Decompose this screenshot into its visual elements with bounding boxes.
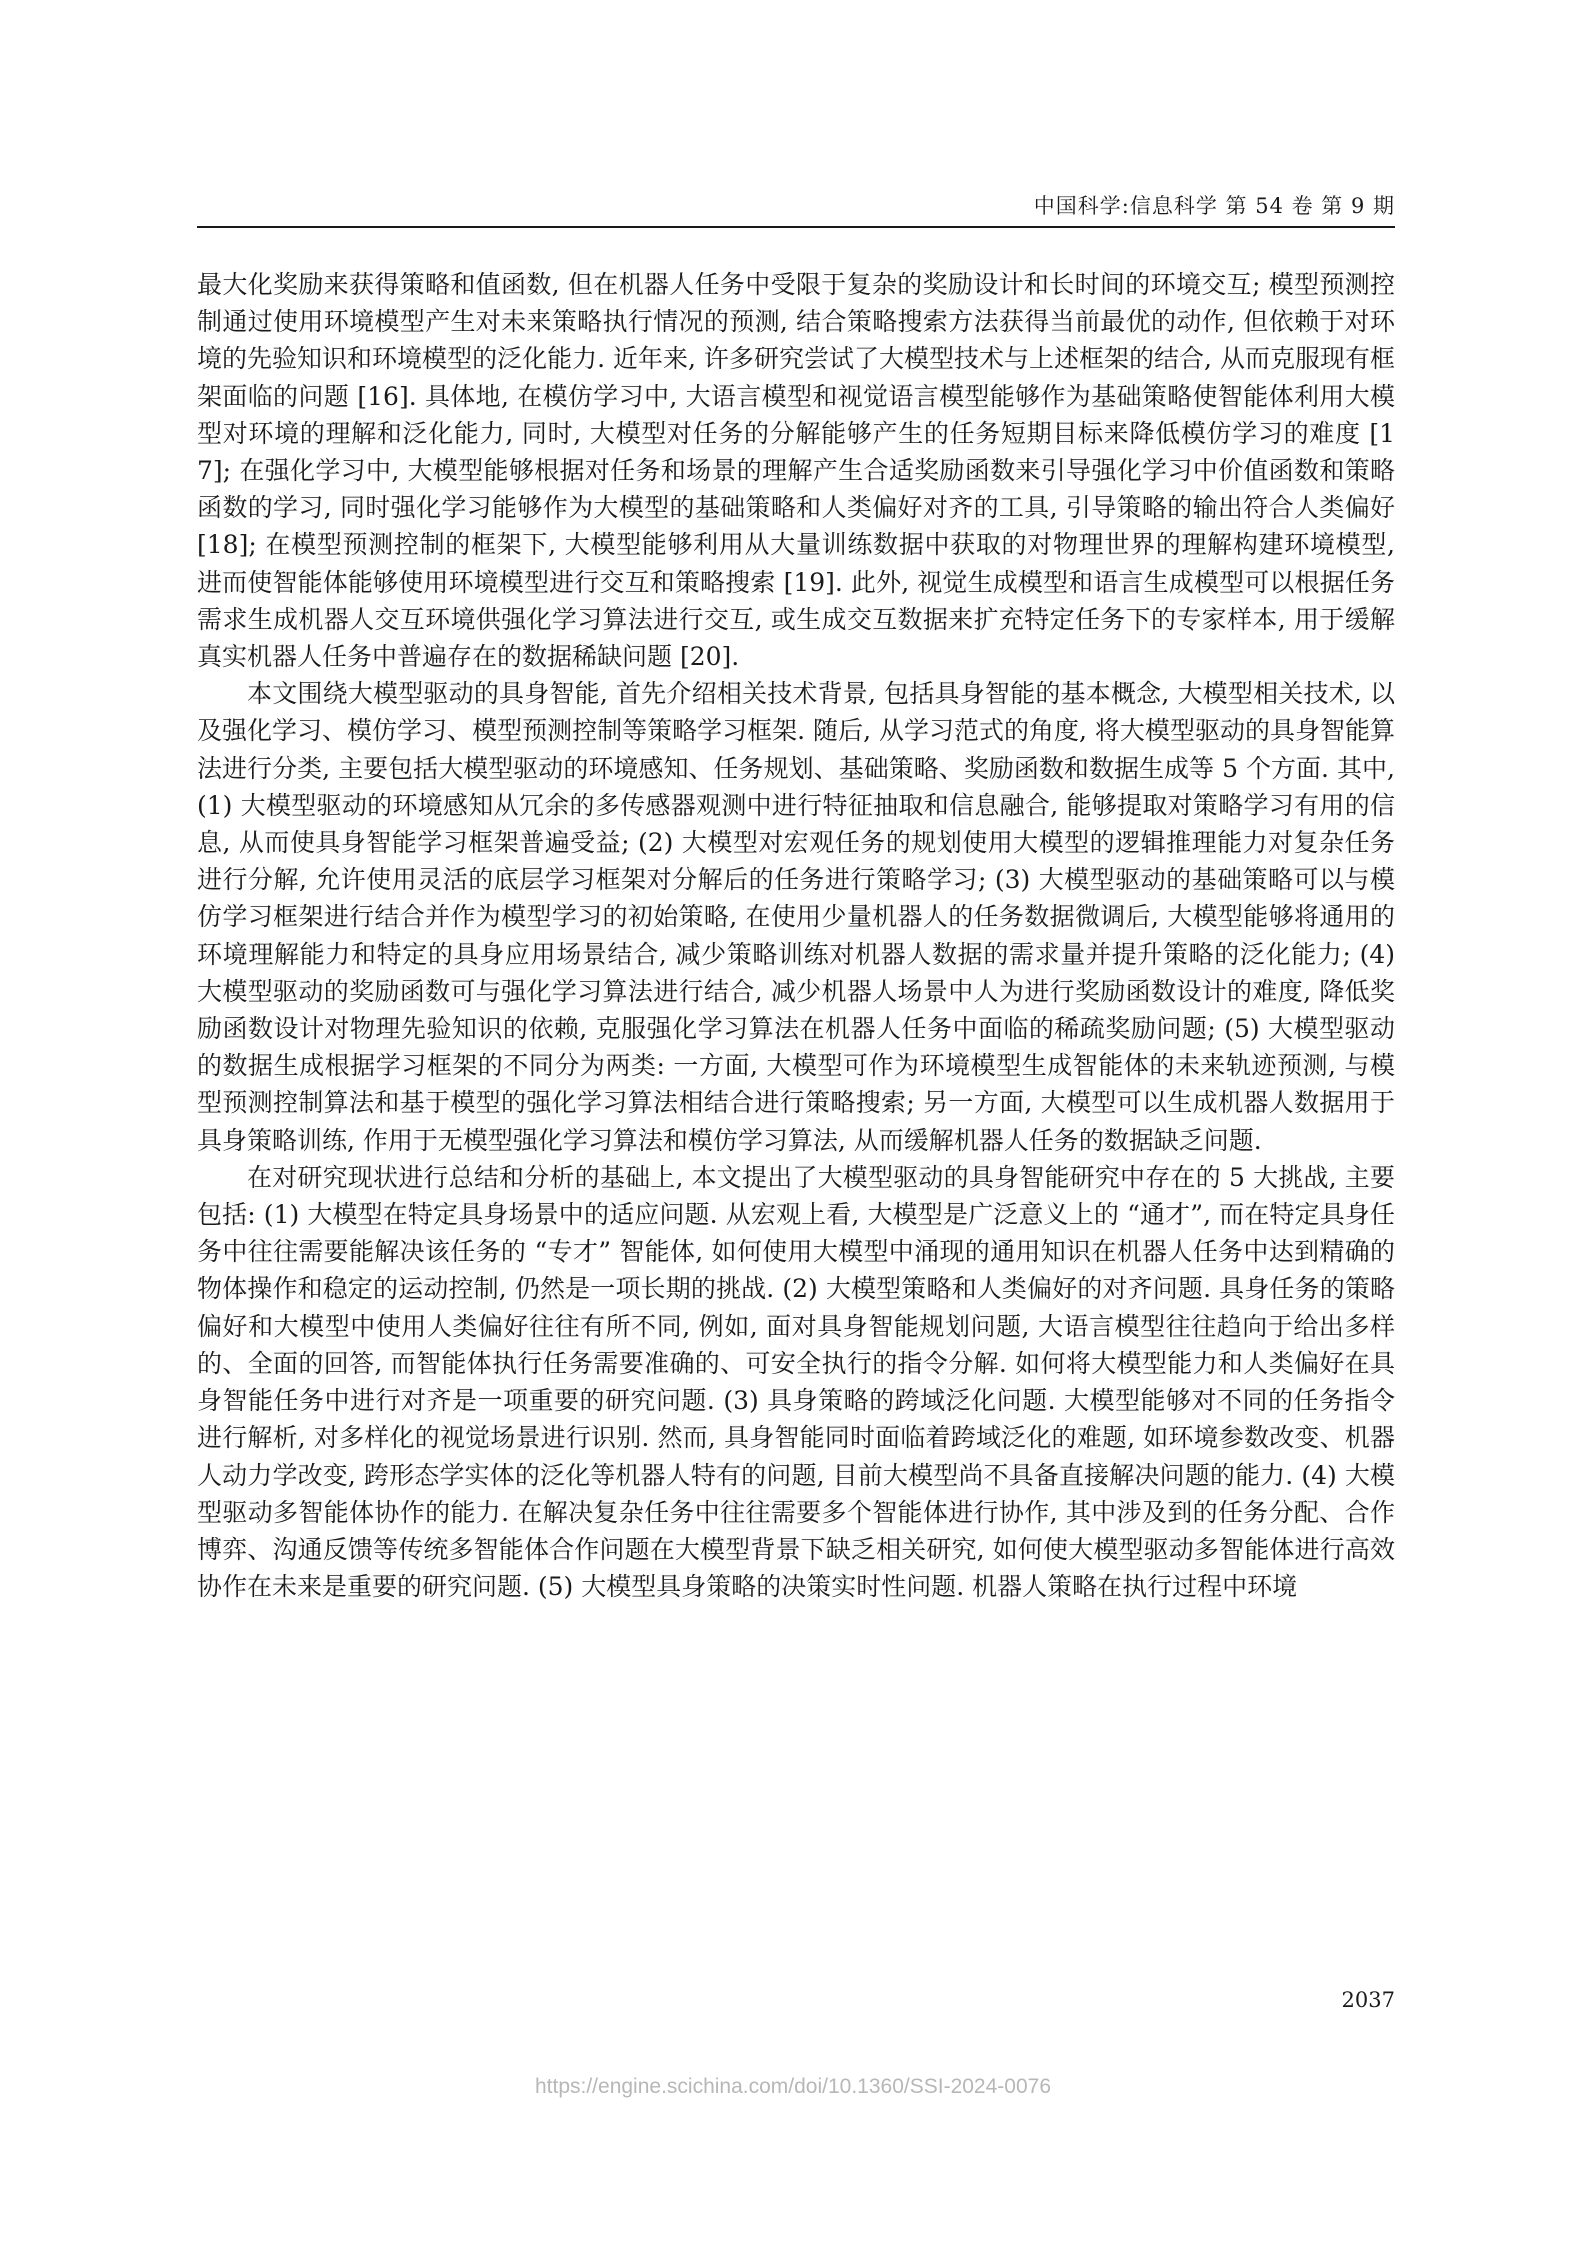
running-header: 中国科学:信息科学 第 54 卷 第 9 期 [1033,194,1395,218]
paragraph-challenges: 在对研究现状进行总结和分析的基础上, 本文提出了大模型驱动的具身智能研究中存在的 5 大挑战, 主要包括: (1) 大模型在特定具身场景中的适应问题. 从宏观上看, 大模型是广泛意义上的 “通才”, 而在特定具身任务中往往需要能解决该任务的 “专才” 智能体, 如何使用大模型中涌现的通用知识在机器人任务中达到精确的物体操作和稳定的运动控制, 仍然是一项长期的挑战. (2) 大模型策略和人类偏好的对齐问题. 具身任务的策略偏好和大模型中使用人类偏好往往有所不同, 例如, 面对具身智能规划问题, 大语言模型往往趋向于给出多样的、全面的回答, 而智能体执行任务需要准确的、可安全执行的指令分解. 如何将大模型能力和人类偏好在具身智能任务中进行对齐是一项重要的研究问题. (3) 具身策略的跨域泛化问题. 大模型能够对不同的任务指令进行解析, 对多样化的视觉场景进行识别. 然而, 具身智能同时面临着跨域泛化的难题, 如环境参数改变、机器人动力学改变, 跨形态学实体的泛化等机器人特有的问题, 目前大模型尚不具备直接解决问题的能力. (4) 大模型驱动多智能体协作的能力. 在解决复杂任务中往往需要多个智能体进行协作, 其中涉及到的任务分配、合作博弈、沟通反馈等传统多智能体合作问题在大模型背景下缺乏相关研究, 如何使大模型驱动多智能体进行高效协作在未来是重要的研究问题. (5) 大模型具身策略的决策实时性问题. 机器人策略在执行过程中环境 [197,1162,1395,1602]
paragraph-overview: 本文围绕大模型驱动的具身智能, 首先介绍相关技术背景, 包括具身智能的基本概念, 大模型相关技术, 以及强化学习、模仿学习、模型预测控制等策略学习框架. 随后, 从学习范式的角度, 将大模型驱动的具身智能算法进行分类, 主要包括大模型驱动的环境感知、任务规划、基础策略、奖励函数和数据生成等 5 个方面. 其中, (1) 大模型驱动的环境感知从冗余的多传感器观测中进行特征抽取和信息融合, 能够提取对策略学习有用的信息, 从而使具身智能学习框架普遍受益; (2) 大模型对宏观任务的规划使用大模型的逻辑推理能力对复杂任务进行分解, 允许使用灵活的底层学习框架对分解后的任务进行策略学习; (3) 大模型驱动的基础策略可以与模仿学习框架进行结合并作为模型学习的初始策略, 在使用少量机器人的任务数据微调后, 大模型能够将通用的环境理解能力和特定的具身应用场景结合, 减少策略训练对机器人数据的需求量并提升策略的泛化能力; (4) 大模型驱动的奖励函数可与强化学习算法进行结合, 减少机器人场景中人为进行奖励函数设计的难度, 降低奖励函数设计对物理先验知识的依赖, 克服强化学习算法在机器人任务中面临的稀疏奖励问题; (5) 大模型驱动的数据生成根据学习框架的不同分为两类: 一方面, 大模型可作为环境模型生成智能体的未来轨迹预测, 与模型预测控制算法和基于模型的强化学习算法相结合进行策略搜索; 另一方面, 大模型可以生成机器人数据用于具身策略训练, 作用于无模型强化学习算法和模仿学习算法, 从而缓解机器人任务的数据缺乏问题. [197,679,1396,1155]
doi-link[interactable]: https://engine.scichina.com/doi/10.1360/SSI-2024-0076 [534,2075,1051,2098]
body-text [197,266,1395,1605]
paragraph-continuation: 最大化奖励来获得策略和值函数, 但在机器人任务中受限于复杂的奖励设计和长时间的环境交互; 模型预测控制通过使用环境模型产生对未来策略执行情况的预测, 结合策略搜索方法获得当前最优的动作, 但依赖于对环境的先验知识和环境模型的泛化能力. 近年来, 许多研究尝试了大模型技术与上述框架的结合, 从而克服现有框架面临的问题 [16]. 具体地, 在模仿学习中, 大语言模型和视觉语言模型能够作为基础策略使智能体利用大模型对环境的理解和泛化能力, 同时, 大模型对任务的分解能够产生的任务短期目标来降低模仿学习的难度 [17]; 在强化学习中, 大模型能够根据对任务和场景的理解产生合适奖励函数来引导强化学习中价值函数和策略函数的学习, 同时强化学习能够作为大模型的基础策略和人类偏好对齐的工具, 引导策略的输出符合人类偏好 [18]; 在模型预测控制的框架下, 大模型能够利用从大量训练数据中获取的对物理世界的理解构建环境模型, 进而使智能体能够使用环境模型进行交互和策略搜索 [19]. 此外, 视觉生成模型和语言生成模型可以根据任务需求生成机器人交互环境供强化学习算法进行交互, 或生成交互数据来扩充特定任务下的专家样本, 用于缓解真实机器人任务中普遍存在的数据稀缺问题 [20]. [197,270,1395,672]
header-rule [197,226,1395,228]
page-number: 2037 [1341,1988,1395,2012]
